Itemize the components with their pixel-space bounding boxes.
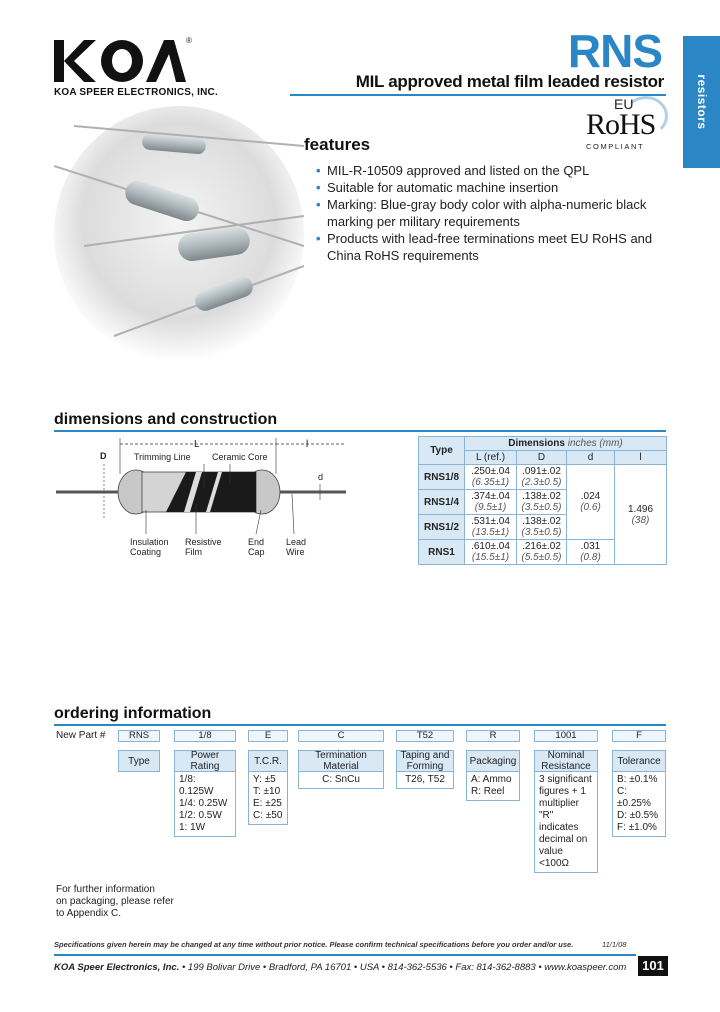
dim-d: d [318,472,324,482]
row-L [465,540,517,565]
features-heading: features [304,135,371,154]
order-value: 1/8: 0.125W [179,774,214,797]
footer-address [54,962,626,973]
construction-diagram [56,434,356,574]
row-type: RNS1/2 [419,515,465,540]
rohs-compliant: COMPLIANT [586,142,645,151]
rohs-eu: EU [614,96,634,112]
company-name: KOA SPEER ELECTRONICS, INC. [54,87,218,98]
header-unit-label: inches (mm) [567,438,623,449]
label-resistive-1: Resistive [185,537,222,547]
resistor-diagram-image [56,434,356,574]
dim-D: D [100,451,107,461]
cell-mm: (0.8) [580,552,601,563]
row-L [465,515,517,540]
order-value: 3 significant [539,774,592,785]
order-value: T: ±10 [253,786,281,797]
col-l: l [615,451,667,465]
header-group-label: Dimensions [508,438,565,449]
row-L [465,465,517,490]
cell-mm: (9.5±1) [474,502,507,513]
order-value: A: Ammo [471,774,512,785]
footer-company: KOA Speer Electronics, Inc. [54,962,180,973]
resistor-photo-image [54,106,304,362]
order-label: Power Rating [174,750,236,772]
order-col-termination [298,730,384,789]
order-col-power [174,730,236,837]
order-col-packaging [466,730,520,801]
order-code: T52 [396,730,454,742]
order-value: 1/4: 0.25W [179,798,228,809]
table-row [419,465,667,490]
dim-l: l [306,439,309,450]
order-value: C: ±0.25% [617,786,651,809]
side-tab-resistors [683,36,720,168]
order-code: F [612,730,666,742]
row-type: RNS1/4 [419,490,465,515]
order-code: C [298,730,384,742]
order-value: multiplier [539,798,580,809]
order-value: E: ±25 [253,798,282,809]
order-value: decimal on [539,834,588,845]
order-values [248,772,288,825]
cell-mm: (3.5±0.5) [521,502,562,513]
order-code: RNS [118,730,160,742]
rohs-logo [584,96,664,152]
row-D [517,465,567,490]
order-value: D: ±0.5% [617,810,659,821]
label-ceramic-core: Ceramic Core [212,452,268,462]
feature-item: • MIL-R-10509 approved and listed on the QPL [316,162,656,179]
koa-logo [54,36,186,86]
cell-value: .250±.04 [471,466,510,477]
label-resistive-2: Film [185,547,202,557]
cell-mm: (3.5±0.5) [521,527,562,538]
order-value: figures + 1 [539,786,586,797]
order-values [396,772,454,789]
cell-value: .091±.02 [522,466,561,477]
col-L: L (ref.) [465,451,517,465]
order-col-tolerance [612,730,666,837]
label-endcap-1: End [248,537,265,547]
order-value: "R" indicates [539,810,579,833]
side-tab-label: resistors [694,74,709,130]
order-col-type [118,730,160,772]
order-value: C: ±50 [253,810,283,821]
feature-item: • Marking: Blue-gray body color with alpha-numeric black marking per military requirements [316,196,656,230]
footer-disclaimer: Specifications given herein may be changed at any time without prior notice. Please confirm technical specifications before you order and/or use. [54,940,574,949]
cell-value: .024 [580,491,601,502]
order-col-taping [396,730,454,789]
order-values [612,772,666,837]
order-values [534,772,598,873]
label-lead-1: Lead [286,537,307,547]
order-code: R [466,730,520,742]
cell-mm: (2.3±0.5) [521,477,562,488]
ordering-rule [54,724,666,726]
col-type: Type [419,437,465,465]
order-label: Termination Material [298,750,384,772]
order-code: E [248,730,288,742]
registered-mark: ® [186,36,192,45]
cell-l [615,465,667,565]
cell-d-b [567,540,615,565]
product-subtitle: MIL approved metal film leaded resistor [355,72,664,91]
col-d: d [567,451,615,465]
cell-value: .216±.02 [522,541,561,552]
label-endcap-2: Cap [248,547,265,557]
cell-value: .031 [580,541,601,552]
cell-mm: (15.5±1) [471,552,510,563]
product-photo [54,106,304,362]
order-value: B: ±0.1% [617,774,658,785]
label-trimming-line: Trimming Line [134,452,191,462]
cell-mm: (13.5±1) [471,527,510,538]
row-D [517,490,567,515]
cell-value: .138±.02 [522,516,561,527]
dim-L: L [194,439,200,450]
order-label: Packaging [466,750,520,772]
label-lead-2: Wire [286,547,305,557]
dimensions-table [418,436,667,565]
cell-value: .374±.04 [471,491,510,502]
footer-rule [54,954,636,956]
series-title: RNS [567,25,662,77]
order-col-resistance [534,730,598,873]
feature-item: • Products with lead-free terminations meet EU RoHS and China RoHS requirements [316,230,656,264]
order-value: value <100Ω [539,846,569,869]
footer-date: 11/1/08 [602,940,627,949]
order-value: R: Reel [471,786,505,797]
cell-mm: (0.6) [580,502,601,513]
dimensions-heading: dimensions and construction [54,411,278,428]
row-type: RNS1 [419,540,465,565]
note-line: on packaging, please refer [56,896,174,907]
order-values [174,772,236,837]
cell-mm: (6.35±1) [471,477,510,488]
koa-logo-icon [54,36,186,86]
row-type: RNS1/8 [419,465,465,490]
order-code: 1001 [534,730,598,742]
order-value: 1/2: 0.5W [179,810,222,821]
order-value: 1: 1W [179,822,206,833]
order-col-tcr [248,730,288,825]
packaging-note [56,884,174,920]
cell-mm: (5.5±0.5) [521,552,562,563]
cell-value: .531±.04 [471,516,510,527]
order-value: F: ±1.0% [617,822,657,833]
order-label: Nominal Resistance [534,750,598,772]
note-line: to Appendix C. [56,908,122,919]
order-code: 1/8 [174,730,236,742]
order-value: Y: ±5 [253,774,276,785]
ordering-heading: ordering information [54,705,212,722]
feature-item: • Suitable for automatic machine insertion [316,179,656,196]
dim-header-group [465,437,667,451]
cell-value: .610±.04 [471,541,510,552]
new-part-label: New Part # [56,730,106,741]
cell-value: 1.496 [627,503,654,515]
row-D [517,540,567,565]
cell-d-a [567,465,615,540]
order-label: T.C.R. [248,750,288,772]
order-label: Tolerance [612,750,666,772]
note-line: For further information [56,884,155,895]
order-values [466,772,520,801]
features-list [316,162,656,264]
order-label: Type [118,750,160,772]
col-D: D [517,451,567,465]
order-value: T26, T52 [405,774,445,785]
page-number: 101 [638,956,668,976]
row-L [465,490,517,515]
footer-contact: • 199 Bolivar Drive • Bradford, PA 16701 • USA • 814-362-5536 • Fax: 814-362-8883 • www.koaspeer.com [179,962,627,973]
cell-value: .138±.02 [522,491,561,502]
order-values [298,772,384,789]
label-insulation-1: Insulation [130,537,169,547]
rohs-mark: RoHS [586,108,656,141]
order-label: Taping and Forming [396,750,454,772]
row-D [517,515,567,540]
dimensions-rule [54,430,666,432]
order-value: C: SnCu [322,774,360,785]
cell-mm: (38) [631,514,650,526]
label-insulation-2: Coating [130,547,162,557]
